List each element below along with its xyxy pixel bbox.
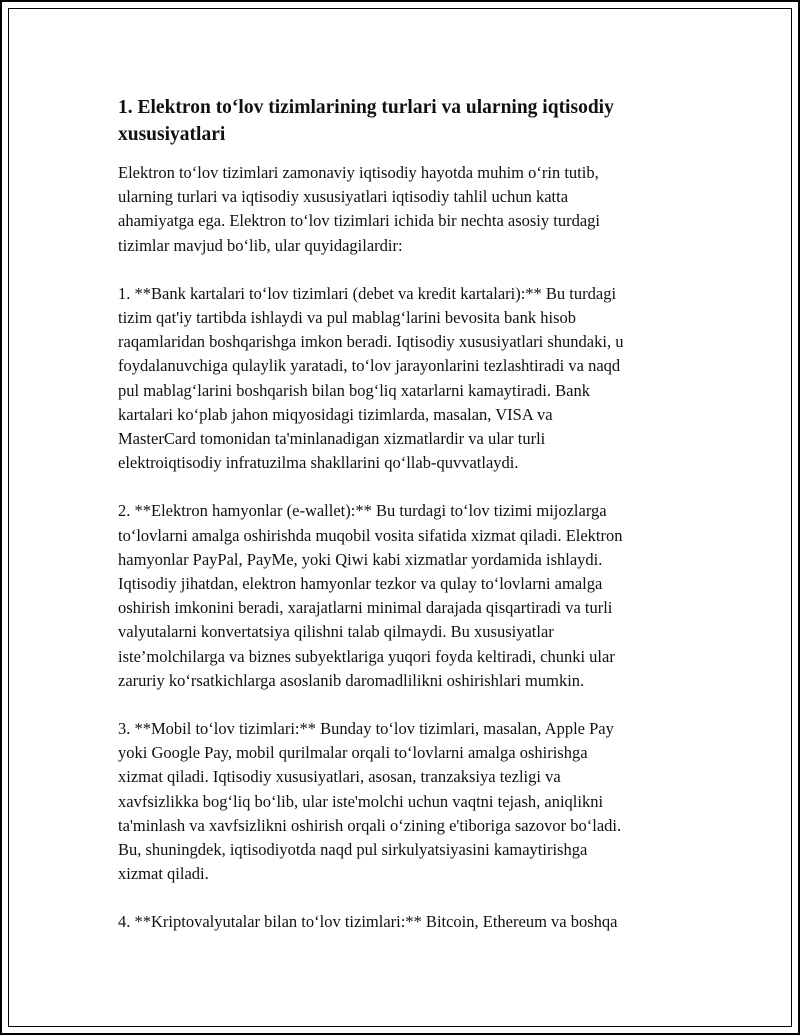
paragraph-mobile-payments: 3. **Mobil to‘lov tizimlari:** Bunday to‘lov tizimlari, masalan, Apple Pay yoki Google Pay, mobil qurilmalar orqali to‘lovlarni amalga oshirishga xizmat qiladi. Iqtisodiy xususiyatlari, asosan, tranzaksiya tezligi va xavfsizlikka bog‘liq bo‘lib, ular iste'molchi uchun vaqtni tejash, aniqlikni ta'minlash va xavfsizlikni oshirish orqali o‘zining e'tiboriga sazovor bo‘ladi. Bu, shuningdek, iqtisodiyotda naqd pul sirkulyatsiyasini kamaytirishga xizmat qiladi.: [118, 719, 622, 884]
paragraph-crypto-payments: 4. **Kriptovalyutalar bilan to‘lov tizimlari:** Bitcoin, Ethereum va boshqa: [118, 912, 618, 932]
intro-paragraph: Elektron to‘lov tizimlari zamonaviy iqtisodiy hayotda muhim o‘rin tutib, ularning turlari va iqtisodiy xususiyatlari iqtisodiy tahlil uchun katta ahamiyatga ega. Elektron to‘lov tizimlari ichida bir nechta asosiy turdagi tizimlar mavjud bo‘lib, ular quyidagilardir:: [118, 163, 601, 255]
paragraph-e-wallets: 2. **Elektron hamyonlar (e-wallet):** Bu turdagi to‘lov tizimi mijozlarga to‘lovlarni amalga oshirishda muqobil vosita sifatida xizmat qiladi. Elektron hamyonlar PayPal, PayMe, yoki Qiwi kabi xizmatlar yordamida ishlaydi. Iqtisodiy jihatdan, elektron hamyonlar tezkor va qulay to‘lovlarni amalga oshirish imkonini beradi, xarajatlarni minimal darajada qisqartiradi va turli valyutalarni konvertatsiya qilishni talab qilmaydi. Bu xususiyatlar iste’molchilarga va biznes subyektlariga yuqori foyda keltiradi, chunki ular zaruriy ko‘rsatkichlarga asoslanib daromadlilikni oshirishlari mumkin.: [118, 501, 623, 690]
section-heading: 1. Elektron to‘lov tizimlarining turlari va ularning iqtisodiy xususiyatlari: [118, 97, 614, 145]
document-body: [118, 94, 688, 959]
paragraph-bank-cards: 1. **Bank kartalari to‘lov tizimlari (debet va kredit kartalari):** Bu turdagi tizim qat'iy tartibda ishlaydi va pul mablag‘larini bevosita bank hisob raqamlaridan boshqarishga imkon beradi. Iqtisodiy xususiyatlari shundaki, u foydalanuvchiga qulaylik yaratadi, to‘lov jarayonlarini tezlashtiradi va naqd pul mablag‘larini boshqarish bilan bog‘liq xatarlarni kamaytiradi. Bank kartalari ko‘plab jahon miqyosidagi tizimlarda, masalan, VISA va MasterCard tomonidan ta'minlanadigan xizmatlardir va ular turli elektroiqtisodiy infratuzilma shakllarini qo‘llab-quvvatlaydi.: [118, 283, 624, 473]
